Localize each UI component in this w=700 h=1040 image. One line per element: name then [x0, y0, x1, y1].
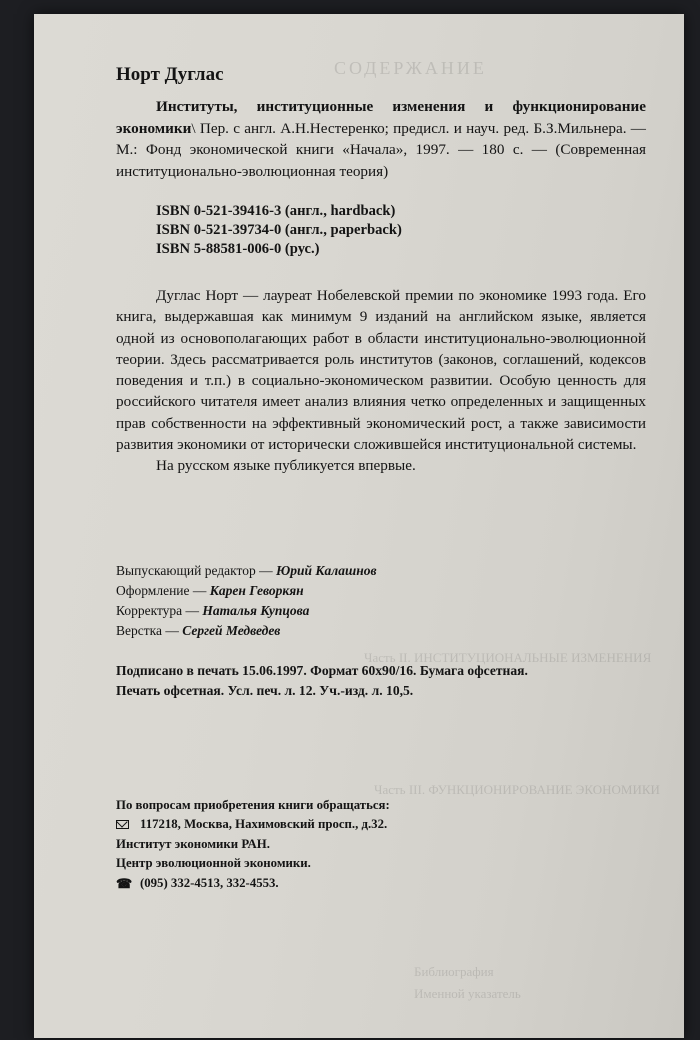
purchase-contact [116, 796, 646, 894]
show-through-part-3: Часть III. ФУНКЦИОНИРОВАНИЕ ЭКОНОМИКИ [374, 782, 660, 797]
contact-address: 117218, Москва, Нахимовский просп., д.32. [140, 817, 388, 832]
author-name: Норт Дуглас [116, 64, 224, 85]
annotation [116, 285, 646, 477]
contact-phone: (095) 332-4513, 332-4553. [140, 875, 279, 890]
bibliographic-record [116, 96, 646, 182]
staff-row [116, 601, 646, 621]
annotation-paragraph: На русском языке публикуется впервые. [156, 457, 416, 475]
imprint-content [116, 64, 646, 893]
telephone-icon: ☎ [116, 875, 133, 891]
editorial-staff [116, 561, 646, 641]
staff-name: Юрий Калашнов [275, 562, 377, 578]
staff-role: Оформление — [116, 582, 210, 598]
staff-name: Наталья Купцова [202, 602, 310, 618]
show-through-heading: СОДЕРЖАНИЕ [334, 58, 487, 78]
envelope-icon [116, 820, 129, 829]
show-through-bibliography: Библиография [414, 964, 494, 979]
isbn-line: ISBN 0-521-39416-3 (англ., hardback) [156, 203, 396, 219]
staff-row [116, 621, 646, 641]
isbn-list [156, 202, 646, 259]
contact-phone-row [116, 874, 646, 894]
staff-row [116, 581, 646, 601]
isbn-line: ISBN 0-521-39734-0 (англ., paperback) [156, 222, 402, 238]
staff-role: Верстка — [116, 622, 183, 638]
contact-heading: По вопросам приобретения книги обращаться: [116, 797, 390, 812]
staff-row [116, 561, 646, 581]
show-through-part-2: Часть II. ИНСТИТУЦИОНАЛЬНЫЕ ИЗМЕНЕНИЯ [364, 650, 652, 665]
printing-details [116, 661, 646, 701]
bibliographic-details: \ Пер. с англ. А.Н.Нестеренко; предисл. и науч. ред. Б.З.Мильнера. — М.: Фонд экономической книги «Начала», 1997. — 180 с. — (Современная институционально-эволюционная теория) [116, 119, 646, 180]
staff-role: Корректура — [116, 602, 203, 618]
book-title: Институты, институционные изменения и функционирование экономики [116, 98, 646, 137]
show-through-index: Именной указатель [414, 986, 521, 1001]
staff-name: Сергей Медведев [182, 622, 281, 638]
isbn-line: ISBN 5-88581-006-0 (рус.) [156, 241, 320, 257]
annotation-paragraph: Дуглас Норт — лауреат Нобелевской премии по экономике 1993 года. Его книга, выдержавшая как минимум 9 изданий на английском языке, является одной из основополагающих работ в области институционально-эволюционной теории. Здесь рассматривается роль институтов (законов, соглашений, кодексов поведения и т.п.) в социально-экономическом развитии. Особую ценность для российского читателя имеет анализ влияния четко определенных и защищенных прав собственности на эффективный экономический рост, а также зависимости развития экономики от исторически сложившейся институциональной системы. [116, 287, 646, 454]
staff-name: Карен Геворкян [209, 582, 304, 598]
printing-line: Печать офсетная. Усл. печ. л. 12. Уч.-изд. л. 10,5. [116, 682, 414, 698]
contact-address-row [116, 815, 646, 835]
staff-role: Выпускающий редактор — [116, 562, 276, 578]
contact-organization: Центр эволюционной экономики. [116, 856, 311, 871]
contact-organization: Институт экономики РАН. [116, 836, 270, 851]
printing-line: Подписано в печать 15.06.1997. Формат 60x90/16. Бумага офсетная. [116, 662, 528, 678]
book-page [34, 14, 684, 1038]
